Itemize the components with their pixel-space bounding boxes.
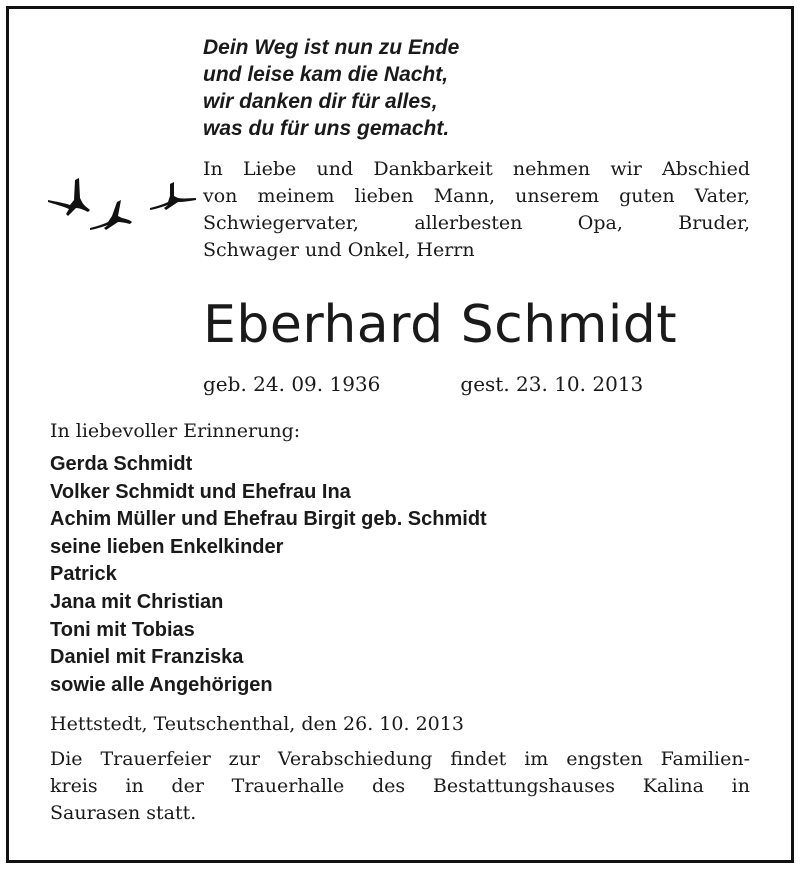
mourner-entry: Gerda Schmidt bbox=[50, 453, 193, 475]
mourner-entry: sowie alle Angehörigen bbox=[50, 673, 273, 696]
poem-line: Dein Weg ist nun zu Ende bbox=[203, 36, 460, 59]
bird-icon bbox=[48, 178, 90, 216]
farewell-line: von meinem lieben Mann, unserem guten Vater, bbox=[203, 185, 750, 207]
bird-icon bbox=[150, 182, 196, 210]
bird-icon bbox=[90, 200, 132, 230]
mourner-entry: seine lieben Enkelkinder bbox=[50, 535, 284, 558]
mourner-entry: Daniel mit Franziska bbox=[50, 646, 244, 669]
farewell-text bbox=[203, 156, 750, 264]
poem-line: und leise kam die Nacht, bbox=[203, 63, 449, 86]
mourner-entry: Toni mit Tobias bbox=[50, 618, 195, 641]
ceremony-line: kreis in der Trauerhalle des Bestattungshauses Kalina in bbox=[50, 775, 750, 797]
mourners-list bbox=[50, 451, 650, 699]
life-dates bbox=[203, 370, 763, 398]
place-and-date: Hettstedt, Teutschenthal, den 26. 10. 2013 bbox=[50, 713, 464, 735]
memory-heading: In liebevoller Erinnerung: bbox=[50, 420, 301, 442]
poem bbox=[203, 34, 623, 142]
farewell-line: Schwiegervater, allerbesten Opa, Bruder, bbox=[203, 212, 750, 234]
deceased-name: Eberhard Schmidt bbox=[203, 295, 678, 355]
ceremony-notice bbox=[50, 746, 750, 827]
farewell-line: Schwager und Onkel, Herrn bbox=[203, 239, 475, 261]
ceremony-line: Die Trauerfeier zur Verabschiedung findet im engsten Familien- bbox=[50, 748, 750, 770]
poem-line: wir danken dir für alles, bbox=[203, 90, 438, 113]
mourner-entry: Volker Schmidt und Ehefrau Ina bbox=[50, 480, 351, 503]
ceremony-line: Saurasen statt. bbox=[50, 802, 197, 824]
poem-line: was du für uns gemacht. bbox=[203, 117, 450, 140]
mourner-entry: Achim Müller und Ehefrau Birgit geb. Schmidt bbox=[50, 508, 487, 531]
mourner-entry: Patrick bbox=[50, 563, 117, 586]
flying-birds-icon bbox=[44, 172, 204, 242]
death-date: gest. 23. 10. 2013 bbox=[460, 372, 644, 396]
farewell-line: In Liebe und Dankbarkeit nehmen wir Abschied bbox=[203, 158, 750, 180]
birth-date: geb. 24. 09. 1936 bbox=[203, 372, 381, 396]
mourner-entry: Jana mit Christian bbox=[50, 590, 224, 613]
